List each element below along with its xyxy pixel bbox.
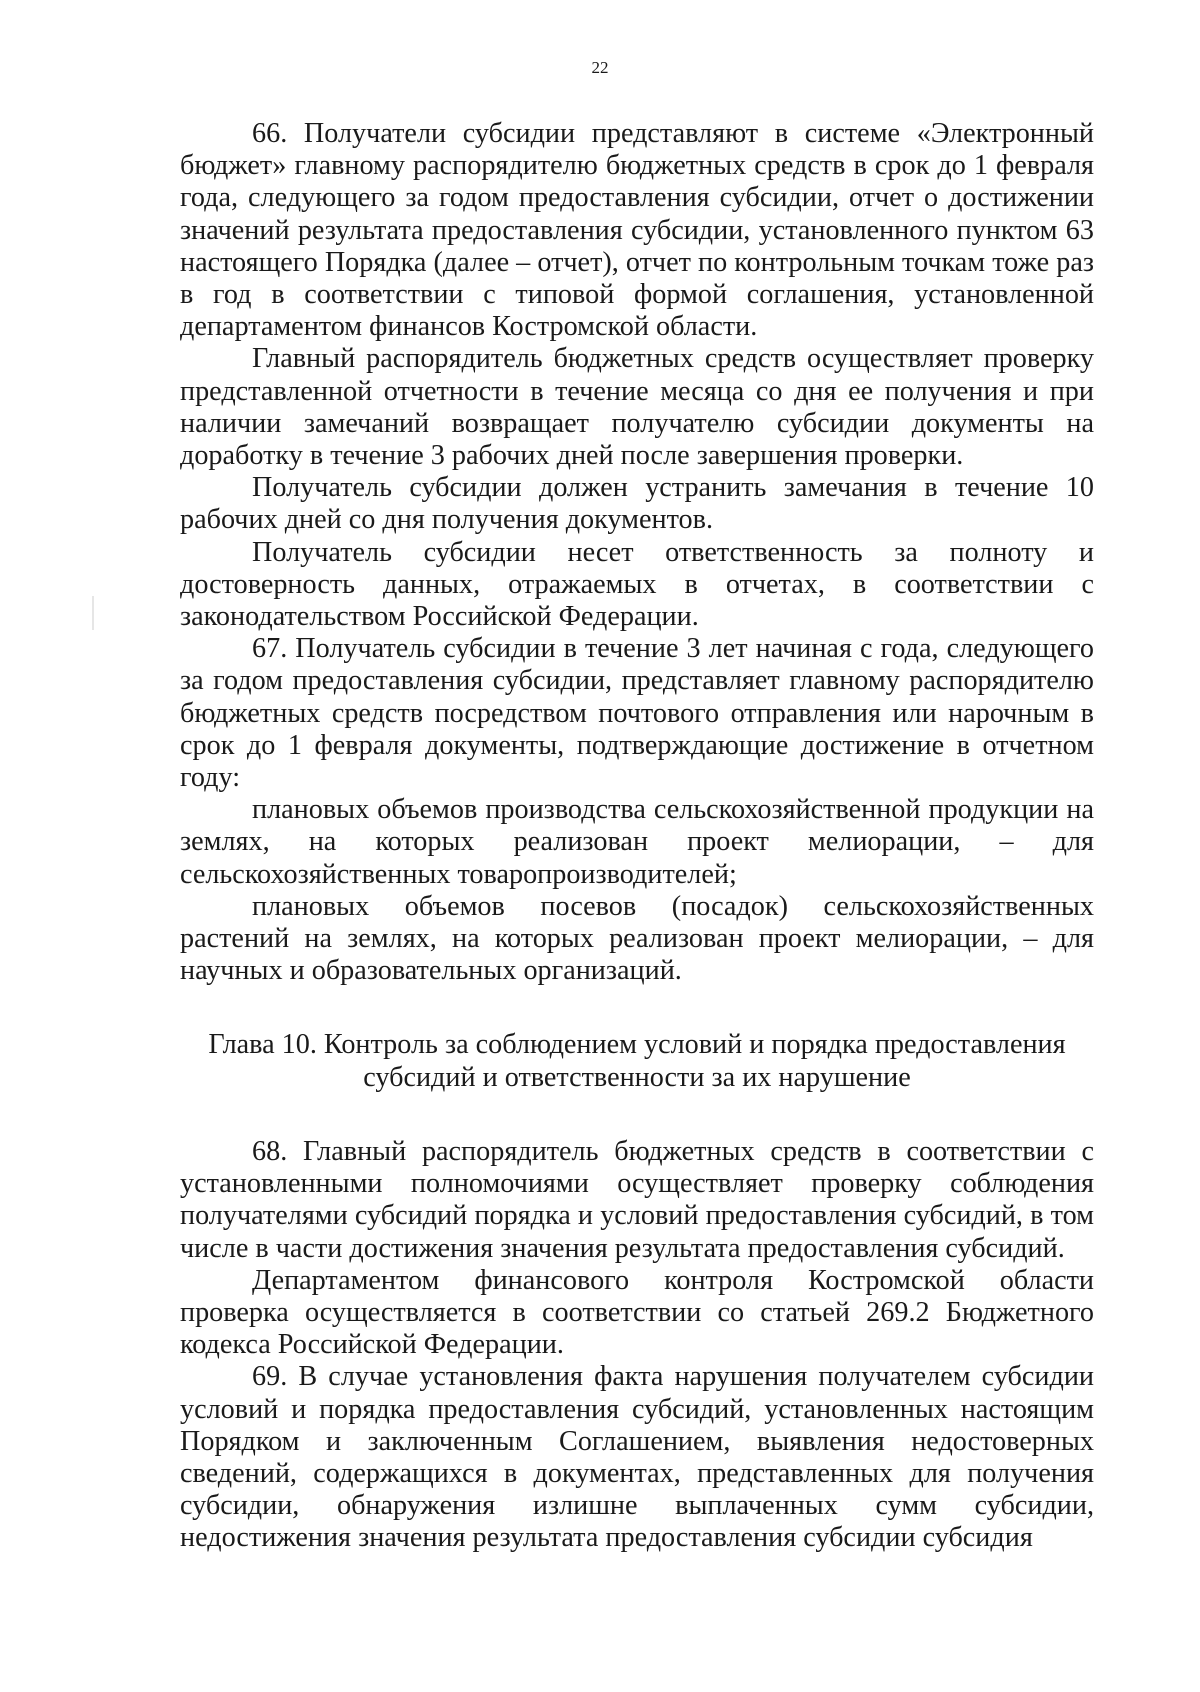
paragraph-69: 69. В случае установления факта нарушения получателем субсидии условий и порядка предоставления субсидий, установленных настоящим Порядком и заключенным Соглашением, выявления недостоверных сведений, содержащихся в документах, представленных для получения субсидии, обнаружения излишне выплаченных сумм субсидии, недостижения значения результата предоставления субсидии субсидия [180,1361,1094,1554]
paragraph-fix-remarks: Получатель субсидии должен устранить замечания в течение 10 рабочих дней со дня получения документов. [180,472,1094,536]
paragraph-66: 66. Получатели субсидии представляют в системе «Электронный бюджет» главному распорядителю бюджетных средств в срок до 1 февраля года, следующего за годом предоставления субсидии, отчет о достижении значений результата предоставления субсидии, установленного пунктом 63 настоящего Порядка (далее – отчет), отчет по контрольным точкам тоже раз в год в соответствии с типовой формой соглашения, установленной департаментом финансов Костромской области. [180,118,1094,343]
document-body [180,118,1094,1555]
paragraph-review: Главный распорядитель бюджетных средств осуществляет проверку представленной отчетности в течение месяца со дня ее получения и при наличии замечаний возвращает получателю субсидии документы на доработку в течение 3 рабочих дней после завершения проверки. [180,343,1094,472]
page-number: 22 [591,58,609,77]
scan-artifact-mark [92,596,94,630]
paragraph-67: 67. Получатель субсидии в течение 3 лет начиная с года, следующего за годом предоставления субсидии, представляет главному распорядителю бюджетных средств посредством почтового отправления или нарочным в срок до 1 февраля документы, подтверждающие достижение в отчетном году: [180,633,1094,794]
paragraph-financial-control: Департаментом финансового контроля Костромской области проверка осуществляется в соответствии со статьей 269.2 Бюджетного кодекса Российской Федерации. [180,1264,1094,1361]
paragraph-responsibility: Получатель субсидии несет ответственность за полноту и достоверность данных, отражаемых в отчетах, в соответствии с законодательством Российской Федерации. [180,536,1094,633]
paragraph-sowing-volumes: плановых объемов посевов (посадок) сельскохозяйственных растений на землях, на которых реализован проект мелиорации, – для научных и образовательных организаций. [180,890,1094,987]
paragraph-production-volumes: плановых объемов производства сельскохозяйственной продукции на землях, на которых реализован проект мелиорации, – для сельскохозяйственных товаропроизводителей; [180,794,1094,890]
chapter-heading: Глава 10. Контроль за соблюдением условий и порядка предоставления субсидий и ответственности за их нарушение [208,1029,1066,1093]
paragraph-68: 68. Главный распорядитель бюджетных средств в соответствии с установленными полномочиями осуществляет проверку соблюдения получателями субсидий порядка и условий предоставления субсидий, в том числе в части достижения значения результата предоставления субсидий. [180,1135,1094,1264]
